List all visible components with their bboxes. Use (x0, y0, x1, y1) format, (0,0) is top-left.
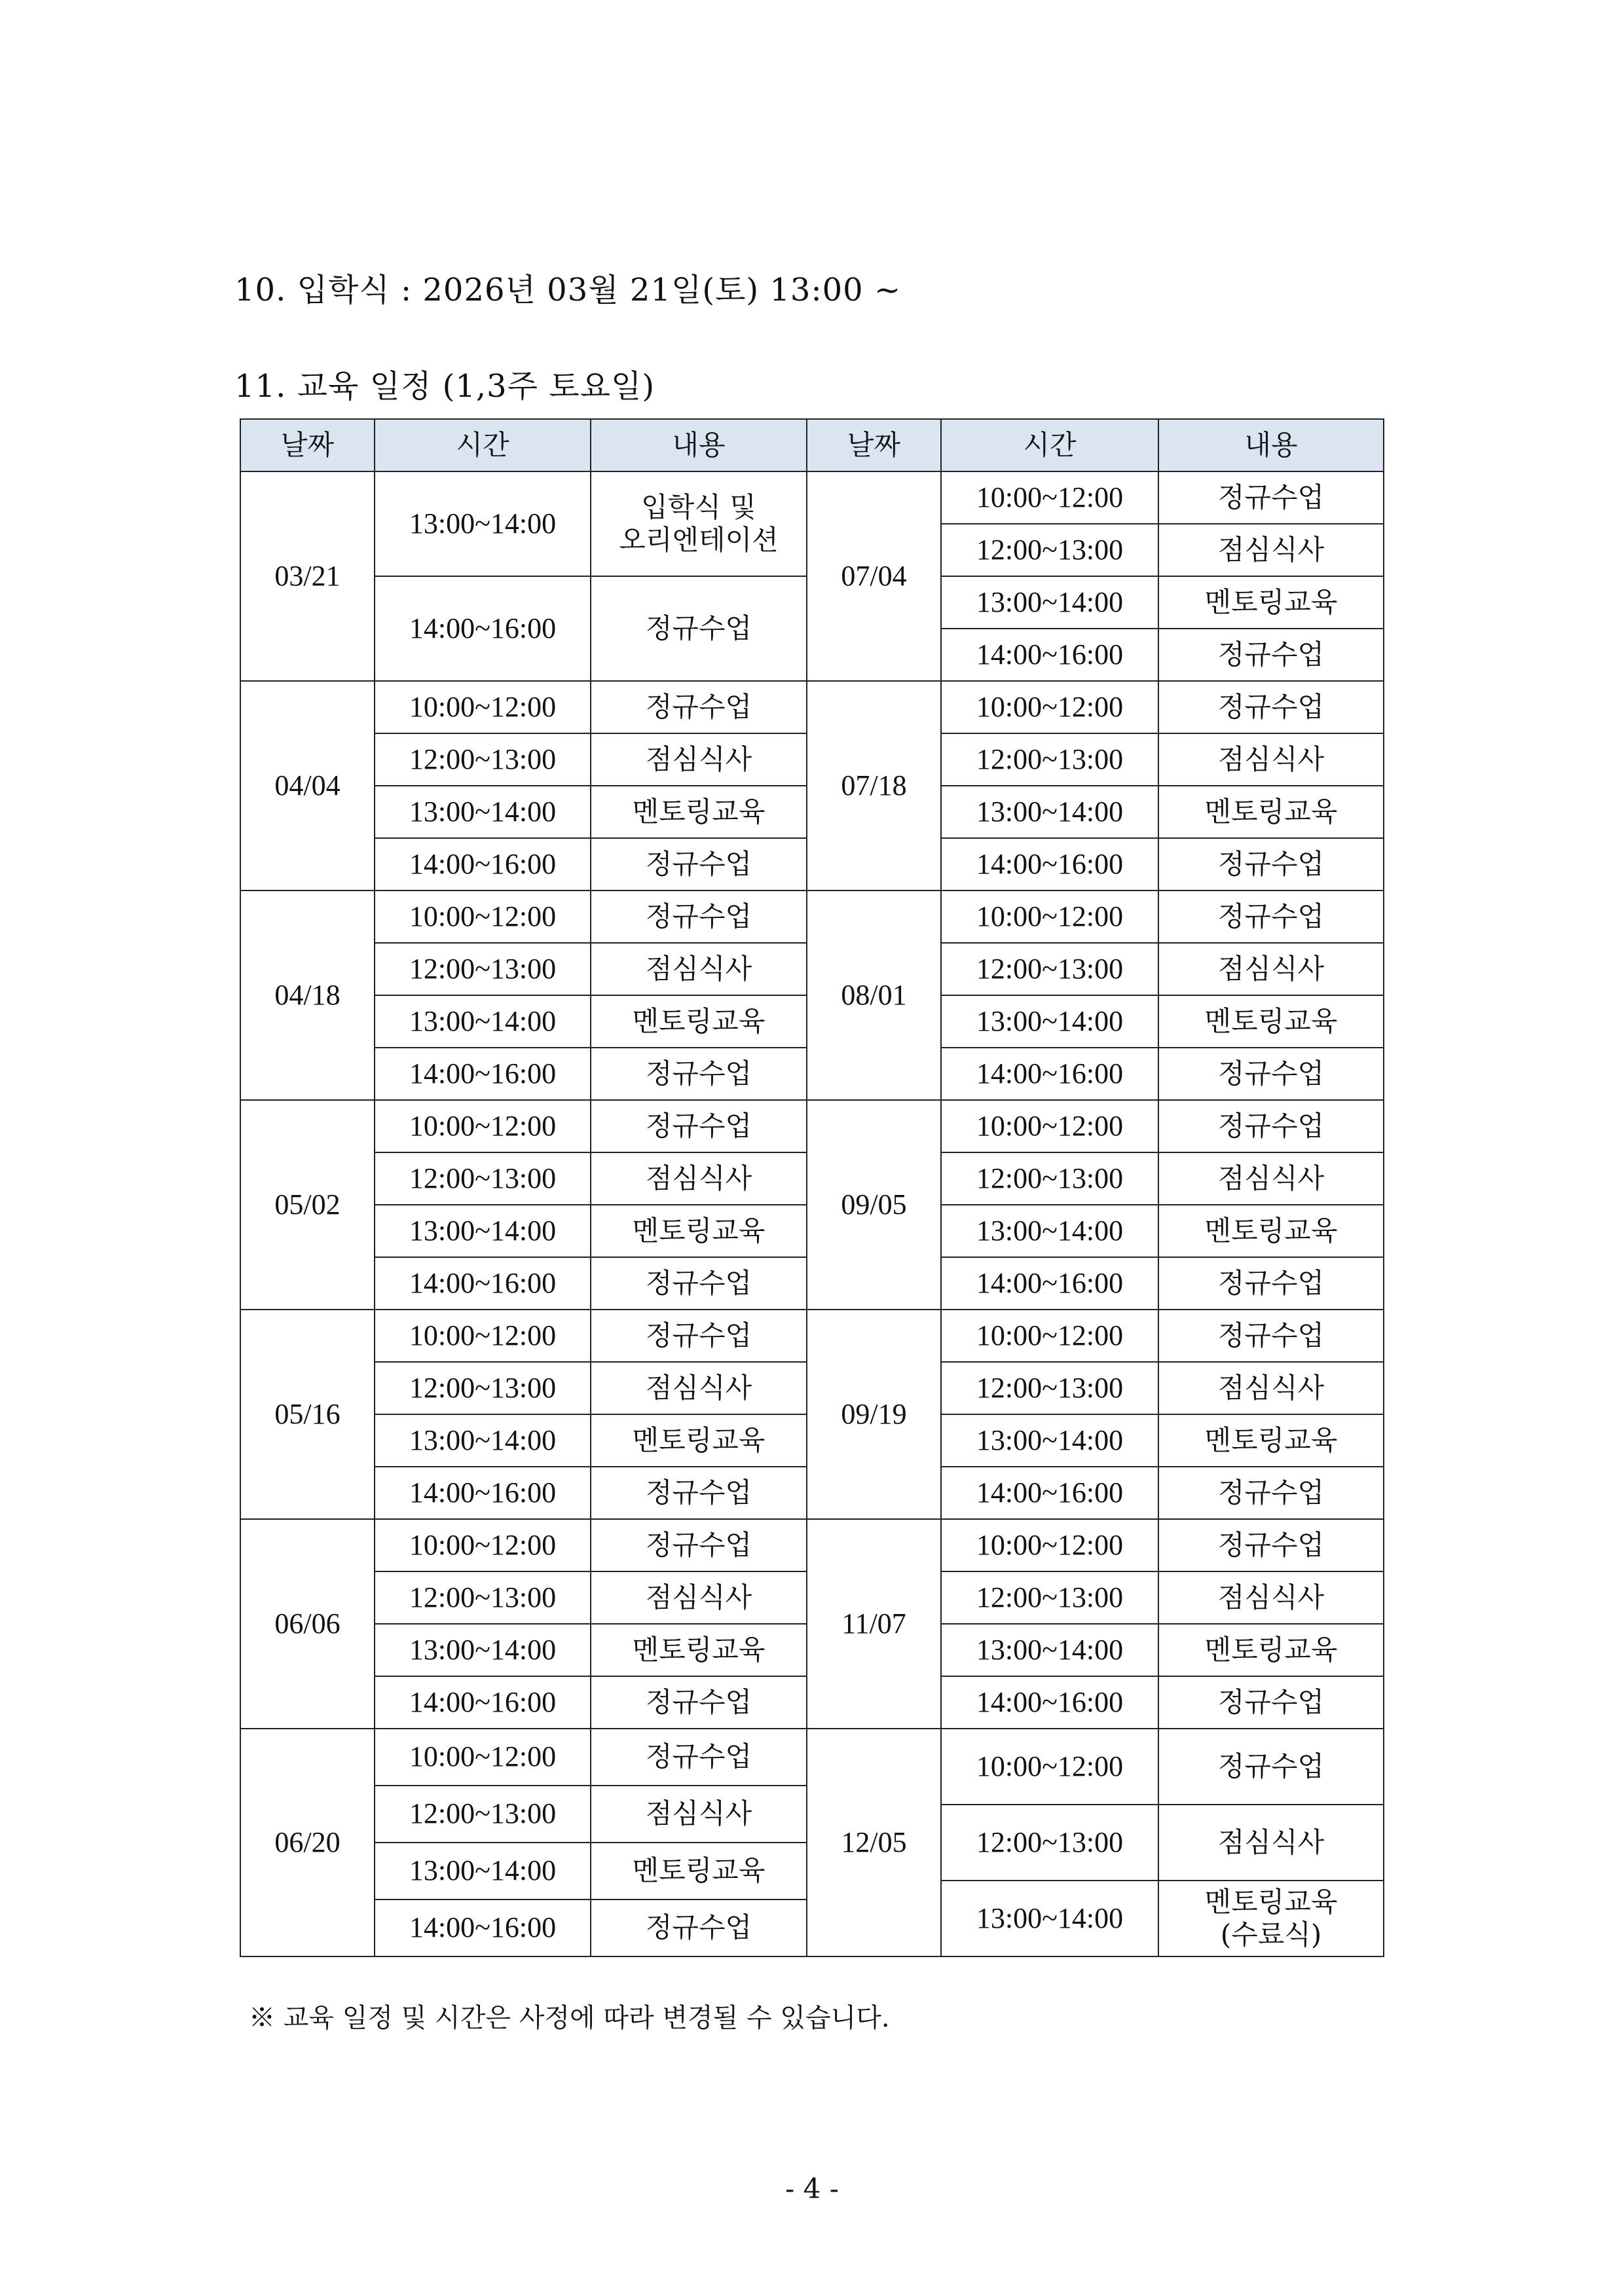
time-cell: 12:00~13:00 (375, 733, 591, 786)
time-cell: 10:00~12:00 (375, 681, 591, 733)
content-cell: 멘토링교육 (1158, 786, 1384, 838)
time-cell: 13:00~14:00 (941, 1205, 1158, 1257)
content-cell: 정규수업 (1158, 1676, 1384, 1729)
time-cell: 13:00~14:00 (941, 1881, 1158, 1956)
date-cell: 04/04 (240, 681, 375, 890)
content-cell: 정규수업 (1158, 471, 1384, 524)
date-cell: 09/19 (807, 1310, 941, 1519)
header-date-left: 날짜 (240, 419, 375, 471)
header-time-left: 시간 (375, 419, 591, 471)
time-cell: 10:00~12:00 (941, 681, 1158, 733)
table-row (240, 1100, 1384, 1152)
content-cell: 정규수업 (591, 1048, 807, 1100)
date-cell: 08/01 (807, 890, 941, 1100)
content-cell: 멘토링교육 (1158, 1205, 1384, 1257)
content-cell: 입학식 및 오리엔테이션 (591, 471, 807, 576)
content-cell: 멘토링교육 (591, 995, 807, 1048)
schedule-note: ※ 교육 일정 및 시간은 사정에 따라 변경될 수 있습니다. (249, 2003, 890, 2033)
time-cell: 13:00~14:00 (375, 1414, 591, 1467)
time-cell: 13:00~14:00 (375, 1624, 591, 1676)
time-cell: 12:00~13:00 (941, 524, 1158, 576)
time-cell: 12:00~13:00 (941, 943, 1158, 995)
content-cell: 멘토링교육 (591, 1414, 807, 1467)
time-cell: 10:00~12:00 (941, 1310, 1158, 1362)
time-cell: 14:00~16:00 (375, 1048, 591, 1100)
content-cell: 점심식사 (1158, 1571, 1384, 1624)
content-cell: 멘토링교육 (591, 786, 807, 838)
table-row (240, 890, 1384, 943)
date-cell: 07/18 (807, 681, 941, 890)
time-cell: 14:00~16:00 (941, 838, 1158, 890)
content-cell: 멘토링교육 (1158, 1414, 1384, 1467)
content-cell: 정규수업 (591, 1100, 807, 1152)
time-cell: 10:00~12:00 (941, 890, 1158, 943)
date-cell: 06/06 (240, 1519, 375, 1729)
page-number: - 4 - (785, 2173, 839, 2205)
time-cell: 13:00~14:00 (375, 995, 591, 1048)
time-cell: 10:00~12:00 (375, 1100, 591, 1152)
time-cell: 12:00~13:00 (941, 1362, 1158, 1414)
time-cell: 13:00~14:00 (941, 1414, 1158, 1467)
content-cell: 정규수업 (591, 838, 807, 890)
content-cell: 점심식사 (1158, 524, 1384, 576)
time-cell: 12:00~13:00 (375, 943, 591, 995)
table-row (240, 1310, 1384, 1362)
time-cell: 12:00~13:00 (941, 1805, 1158, 1881)
content-cell: 정규수업 (591, 681, 807, 733)
header-date-right: 날짜 (807, 419, 941, 471)
content-cell: 정규수업 (591, 1900, 807, 1956)
date-cell: 09/05 (807, 1100, 941, 1310)
header-time-right: 시간 (941, 419, 1158, 471)
time-cell: 13:00~14:00 (375, 471, 591, 576)
content-cell: 점심식사 (1158, 943, 1384, 995)
date-cell: 12/05 (807, 1729, 941, 1956)
content-cell: 멘토링교육 (수료식) (1158, 1881, 1384, 1956)
content-cell: 점심식사 (591, 1786, 807, 1843)
content-cell: 정규수업 (1158, 629, 1384, 681)
content-cell: 멘토링교육 (591, 1624, 807, 1676)
content-cell: 정규수업 (591, 1729, 807, 1786)
content-cell: 정규수업 (1158, 1310, 1384, 1362)
time-cell: 14:00~16:00 (941, 1467, 1158, 1519)
time-cell: 14:00~16:00 (941, 629, 1158, 681)
time-cell: 14:00~16:00 (375, 576, 591, 681)
time-cell: 13:00~14:00 (375, 1843, 591, 1900)
content-cell: 점심식사 (591, 733, 807, 786)
section-10-heading: 10. 입학식 : 2026년 03월 21일(토) 13:00 ~ (234, 272, 902, 308)
time-cell: 10:00~12:00 (941, 1100, 1158, 1152)
content-cell: 정규수업 (591, 1310, 807, 1362)
time-cell: 12:00~13:00 (941, 1571, 1158, 1624)
content-cell: 정규수업 (1158, 1519, 1384, 1571)
time-cell: 10:00~12:00 (375, 890, 591, 943)
content-cell: 정규수업 (1158, 1100, 1384, 1152)
time-cell: 12:00~13:00 (375, 1571, 591, 1624)
time-cell: 14:00~16:00 (941, 1676, 1158, 1729)
content-cell: 정규수업 (591, 1519, 807, 1571)
section-11-heading: 11. 교육 일정 (1,3주 토요일) (234, 368, 655, 405)
time-cell: 14:00~16:00 (941, 1257, 1158, 1310)
table-row (240, 1729, 1384, 1748)
time-cell: 13:00~14:00 (941, 786, 1158, 838)
time-cell: 10:00~12:00 (375, 1310, 591, 1362)
content-cell: 정규수업 (591, 1467, 807, 1519)
time-cell: 10:00~12:00 (941, 1729, 1158, 1805)
date-cell: 05/16 (240, 1310, 375, 1519)
header-content-right: 내용 (1158, 419, 1384, 471)
time-cell: 10:00~12:00 (941, 471, 1158, 524)
header-content-left: 내용 (591, 419, 807, 471)
time-cell: 10:00~12:00 (375, 1729, 591, 1786)
time-cell: 10:00~12:00 (375, 1519, 591, 1571)
content-cell: 정규수업 (591, 890, 807, 943)
content-cell: 점심식사 (591, 943, 807, 995)
content-cell: 정규수업 (1158, 681, 1384, 733)
time-cell: 13:00~14:00 (941, 1624, 1158, 1676)
time-cell: 12:00~13:00 (375, 1786, 591, 1843)
date-cell: 04/18 (240, 890, 375, 1100)
date-cell: 05/02 (240, 1100, 375, 1310)
time-cell: 14:00~16:00 (375, 1900, 591, 1956)
time-cell: 12:00~13:00 (941, 733, 1158, 786)
date-cell: 11/07 (807, 1519, 941, 1729)
content-cell: 정규수업 (1158, 1467, 1384, 1519)
content-cell: 정규수업 (1158, 1729, 1384, 1805)
time-cell: 12:00~13:00 (375, 1362, 591, 1414)
content-cell: 멘토링교육 (1158, 1624, 1384, 1676)
time-cell: 13:00~14:00 (375, 1205, 591, 1257)
content-cell: 정규수업 (1158, 1048, 1384, 1100)
time-cell: 14:00~16:00 (941, 1048, 1158, 1100)
date-cell: 03/21 (240, 471, 375, 681)
time-cell: 13:00~14:00 (941, 576, 1158, 629)
content-cell: 점심식사 (591, 1571, 807, 1624)
time-cell: 12:00~13:00 (375, 1152, 591, 1205)
content-cell: 멘토링교육 (591, 1205, 807, 1257)
time-cell: 14:00~16:00 (375, 1257, 591, 1310)
content-cell: 정규수업 (1158, 890, 1384, 943)
date-cell: 07/04 (807, 471, 941, 681)
time-cell: 13:00~14:00 (941, 995, 1158, 1048)
content-cell: 정규수업 (1158, 1257, 1384, 1310)
time-cell: 14:00~16:00 (375, 838, 591, 890)
content-cell: 점심식사 (591, 1152, 807, 1205)
table-row (240, 681, 1384, 733)
time-cell: 13:00~14:00 (375, 786, 591, 838)
content-cell: 점심식사 (1158, 1362, 1384, 1414)
content-cell: 정규수업 (591, 1257, 807, 1310)
table-row (240, 1519, 1384, 1571)
time-cell: 14:00~16:00 (375, 1676, 591, 1729)
date-cell: 06/20 (240, 1729, 375, 1956)
content-cell: 점심식사 (1158, 1152, 1384, 1205)
content-cell: 점심식사 (1158, 733, 1384, 786)
schedule-table (240, 418, 1384, 1957)
time-cell: 14:00~16:00 (375, 1467, 591, 1519)
time-cell: 12:00~13:00 (941, 1152, 1158, 1205)
content-cell: 정규수업 (591, 1676, 807, 1729)
table-header-row (240, 419, 1384, 471)
content-cell: 멘토링교육 (1158, 576, 1384, 629)
table-row (240, 471, 1384, 524)
content-cell: 정규수업 (1158, 838, 1384, 890)
content-cell: 점심식사 (591, 1362, 807, 1414)
time-cell: 10:00~12:00 (941, 1519, 1158, 1571)
content-cell: 점심식사 (1158, 1805, 1384, 1881)
content-cell: 멘토링교육 (591, 1843, 807, 1900)
content-cell: 멘토링교육 (1158, 995, 1384, 1048)
content-cell: 정규수업 (591, 576, 807, 681)
